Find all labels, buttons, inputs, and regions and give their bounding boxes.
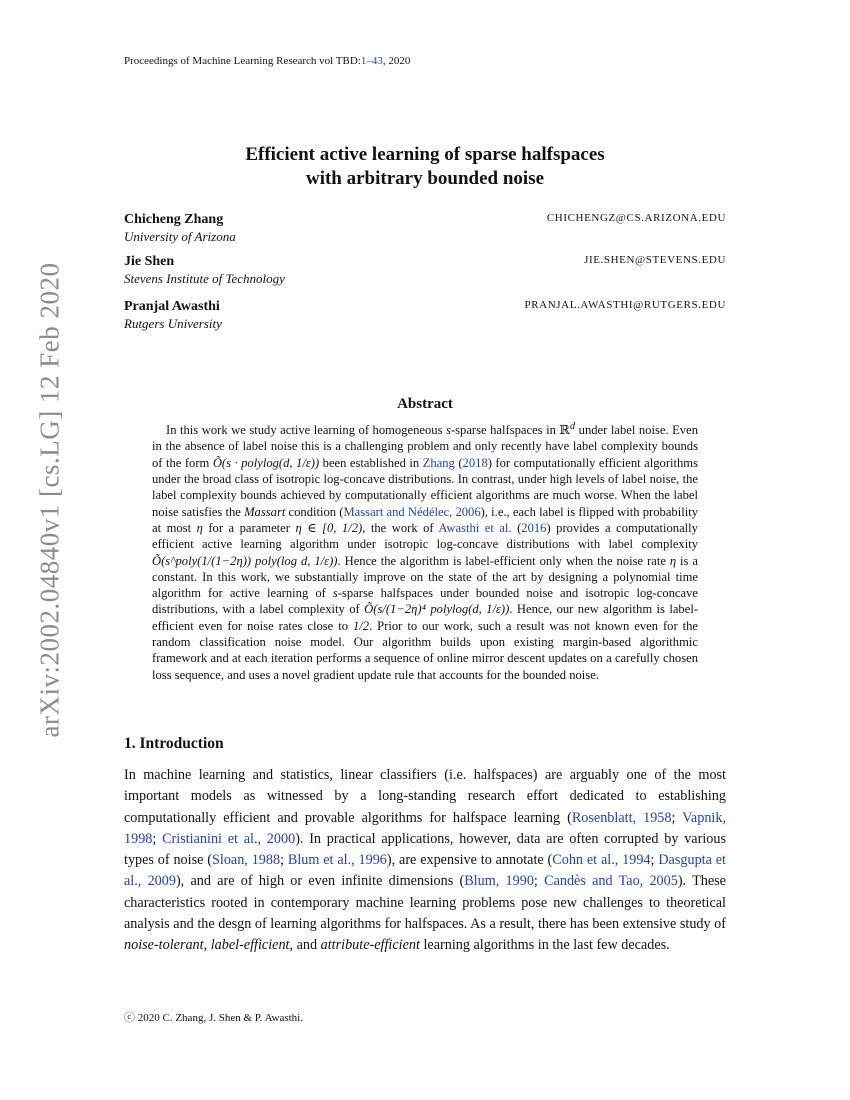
abstract-text: . Hence, our new algorithm is label-efficient even for noise rates close to <box>152 602 699 633</box>
intro-text: learning algorithms in the last few decades. <box>419 937 670 954</box>
intro-text: In machine learning and statistics, linear classifiers (i.e. halfspaces) are arguably one of the most important models as witnessed by a long-standing research effort dedicated to establishing computationally efficient and provable algorithms for halfspace learning ( <box>124 767 726 826</box>
math-half: 1/2 <box>352 618 370 633</box>
intro-text: ; <box>280 852 288 869</box>
abstract-text: ), i.e., each label is flipped with probability at most <box>152 504 699 535</box>
abstract-text: , the work of <box>362 520 439 535</box>
paper-title <box>124 143 726 191</box>
intro-text: ; <box>533 873 545 890</box>
cite-candes[interactable]: Candès and Tao, 2005 <box>544 873 678 890</box>
abstract-heading: Abstract <box>397 396 453 412</box>
intro-text: ), and are of high or even infinite dimensions ( <box>175 873 465 890</box>
introduction-body <box>124 765 726 957</box>
cite-rosenblatt[interactable]: Rosenblatt, 1958 <box>571 809 672 826</box>
emphasis-label-efficient: label-efficient <box>210 937 290 954</box>
math-s: s <box>332 586 338 601</box>
cite-zhang[interactable]: Zhang <box>422 455 455 470</box>
abstract-text: is a constant. In this work, we substantially improve on the state of the art by designing a polynomial time algorithm for active learning of <box>152 553 698 601</box>
cite-massart[interactable]: Massart and Nédélec, 2006 <box>343 504 481 519</box>
title-line-1: Efficient active learning of sparse halfspaces <box>245 144 605 165</box>
section-heading-introduction: 1. Introduction <box>124 735 224 752</box>
intro-text: , and <box>289 937 321 954</box>
author-name: Chicheng Zhang <box>124 212 224 227</box>
cite-zhang-year[interactable]: 2018 <box>462 455 488 470</box>
intro-text: ; <box>152 830 163 847</box>
abstract-text: for a parameter <box>202 520 296 535</box>
abstract-text: -sparse halfspaces in <box>450 423 560 438</box>
author-block-2 <box>124 253 726 287</box>
copyright-footer: ⓒ 2020 C. Zhang, J. Shen & P. Awasthi. <box>124 1012 303 1024</box>
intro-text: ; <box>650 852 659 869</box>
math-s: s <box>446 423 451 438</box>
math-label-bound-1: Õ(s · polylog(d, 1/ε)) <box>212 455 320 470</box>
math-d: d <box>569 421 576 432</box>
math-eta: η <box>669 553 677 568</box>
emphasis-attribute-efficient: attribute-efficient <box>320 937 420 954</box>
abstract-text: for computationally efficient algorithms under the broad class of isotropic log-concave distributions. In contrast, under high levels of label noise, the label complexity bounds achieved by computationally efficient algorithms are much worse. When the label noise satisfies the <box>152 455 699 519</box>
intro-text: ), are expensive to annotate ( <box>386 852 553 869</box>
abstract-text: under label noise. Even in the absence of label noise this is a challenging problem and only recently have label complexity bounds of the form <box>152 423 698 470</box>
cite-vapnik[interactable]: Vapnik, 1998 <box>124 809 726 847</box>
cite-cristianini[interactable]: Cristianini et al., 2000 <box>162 830 296 847</box>
year-text: , 2020 <box>382 55 411 67</box>
abstract-text: -sparse halfspaces under bounded noise and isotropic log-concave distributions, with a label complexity of <box>152 586 698 617</box>
intro-text: ). These characteristics rooted in contemporary machine learning problems pose new challenges to theoretical analysis and the desgn of learning algorithms for halfspaces. As a result, there has been extensive study of <box>124 873 726 933</box>
abstract-text: . Hence the algorithm is label-efficient only when the noise rate <box>337 553 670 568</box>
author-affiliation: Rutgers University <box>124 316 222 331</box>
intro-text: , <box>203 937 211 954</box>
arxiv-stamp <box>20 262 80 738</box>
arxiv-stamp-text: arXiv:2002.04840v1 [cs.LG] 12 Feb 2020 <box>34 262 65 738</box>
abstract-text: In this work we study active learning of homogeneous <box>166 423 447 438</box>
abstract-text: condition ( <box>285 504 344 519</box>
math-reals: ℝ <box>559 423 570 438</box>
intro-text: ; <box>671 809 683 826</box>
abstract-body: In this work we study active learning of homogeneous s-sparse halfspaces in ℝ$^d$ under label noise. Even in the absence of label noise this is a challenging problem and only recently have label complexity bounds of the form Õ(s · polylog(d, 1/ε)) been established in Zhang (2018) for computationally efficient algorithms under the broad class of isotropic log-concave distributions. In contrast, under high levels of label noise, the label complexity bounds achieved by computationally efficient algorithms are much worse. When the label noise satisfies the Massart condition (Massart and Nédélec, 2006), i.e., each label is flipped with probability at most η for a parameter η ∈ [0, 1/2), the work of Awasthi et al. (2016) provides a computationally efficient active learning algorithm under isotropic log-concave distributions with label complexity Õ(s^poly(1/(1−2η)) poly(log d, 1/ε)). Hence the algorithm is label-efficient only when the noise rate η is a constant. In this work, we substantially improve on the state of the art by designing a polynomial time algorithm for active learning of s-sparse halfspaces under bounded noise and isotropic log-concave distributions, with a label complexity of Õ(s/(1−2η)⁴ polylog(d, 1/ε)). Hence, our new algorithm is label-efficient even for noise rates close to 1/2. Prior to our work, such a result was not known even for the random classification noise model. Our algorithm builds upon existing margin-based algorithmic framework and at each iteration performs a sequence of online mirror descent updates on a carefully chosen loss sequence, and uses a novel gradient update rule that accounts for the bounded noise. <box>152 421 699 682</box>
massart-term: Massart <box>244 504 286 519</box>
author-affiliation: University of Arizona <box>124 229 236 244</box>
author-email: CHICHENGZ@CS.ARIZONA.EDU <box>546 212 726 224</box>
cite-awasthi-year[interactable]: 2016 <box>521 520 547 535</box>
author-name: Pranjal Awasthi <box>124 299 220 314</box>
pages-link[interactable]: 1–43 <box>360 55 383 67</box>
abstract-text: provides a computationally efficient active learning algorithm under isotropic log-concave distributions with label complexity <box>152 520 698 552</box>
author-block-3 <box>124 298 726 332</box>
running-header <box>124 55 410 67</box>
cite-awasthi[interactable]: Awasthi et al. <box>438 520 512 535</box>
title-line-2: with arbitrary bounded noise <box>305 168 545 189</box>
cite-cohn[interactable]: Cohn et al., 1994 <box>552 852 651 869</box>
math-eta: η <box>196 520 203 535</box>
math-label-bound-2: Õ(s^poly(1/(1−2η)) poly(log d, 1/ε)) <box>152 553 338 568</box>
math-label-bound-3: Õ(s/(1−2η)⁴ polylog(d, 1/ε)) <box>364 602 510 617</box>
cite-blum-1990[interactable]: Blum, 1990 <box>464 873 534 890</box>
cite-dasgupta[interactable]: Dasgupta et al., 2009 <box>124 852 726 890</box>
cite-sloan[interactable]: Sloan, 1988 <box>211 852 281 869</box>
author-email: JIE.SHEN@STEVENS.EDU <box>584 254 726 266</box>
math-eta-range: η ∈ [0, 1/2) <box>295 520 363 535</box>
intro-text: ). In practical applications, however, data are often corrupted by various types of noise ( <box>124 830 726 869</box>
abstract-text: . Prior to our work, such a result was not known even for the random classification noise model. Our algorithm builds upon existing margin-based algorithmic framework and at each iteration performs a sequence of online mirror descent updates on a carefully chosen loss sequence, and uses a novel gradient update rule that accounts for the bounded noise. <box>152 618 699 682</box>
author-affiliation: Stevens Institute of Technology <box>124 271 285 286</box>
venue-text: Proceedings of Machine Learning Research vol TBD: <box>124 55 361 67</box>
author-block-1 <box>124 211 726 245</box>
cite-blum-1996[interactable]: Blum et al., 1996 <box>287 852 387 869</box>
author-name: Jie Shen <box>124 254 175 269</box>
emphasis-noise-tolerant: noise-tolerant <box>124 937 204 954</box>
author-email: PRANJAL.AWASTHI@RUTGERS.EDU <box>524 299 726 311</box>
abstract-text: been established in <box>319 455 423 470</box>
